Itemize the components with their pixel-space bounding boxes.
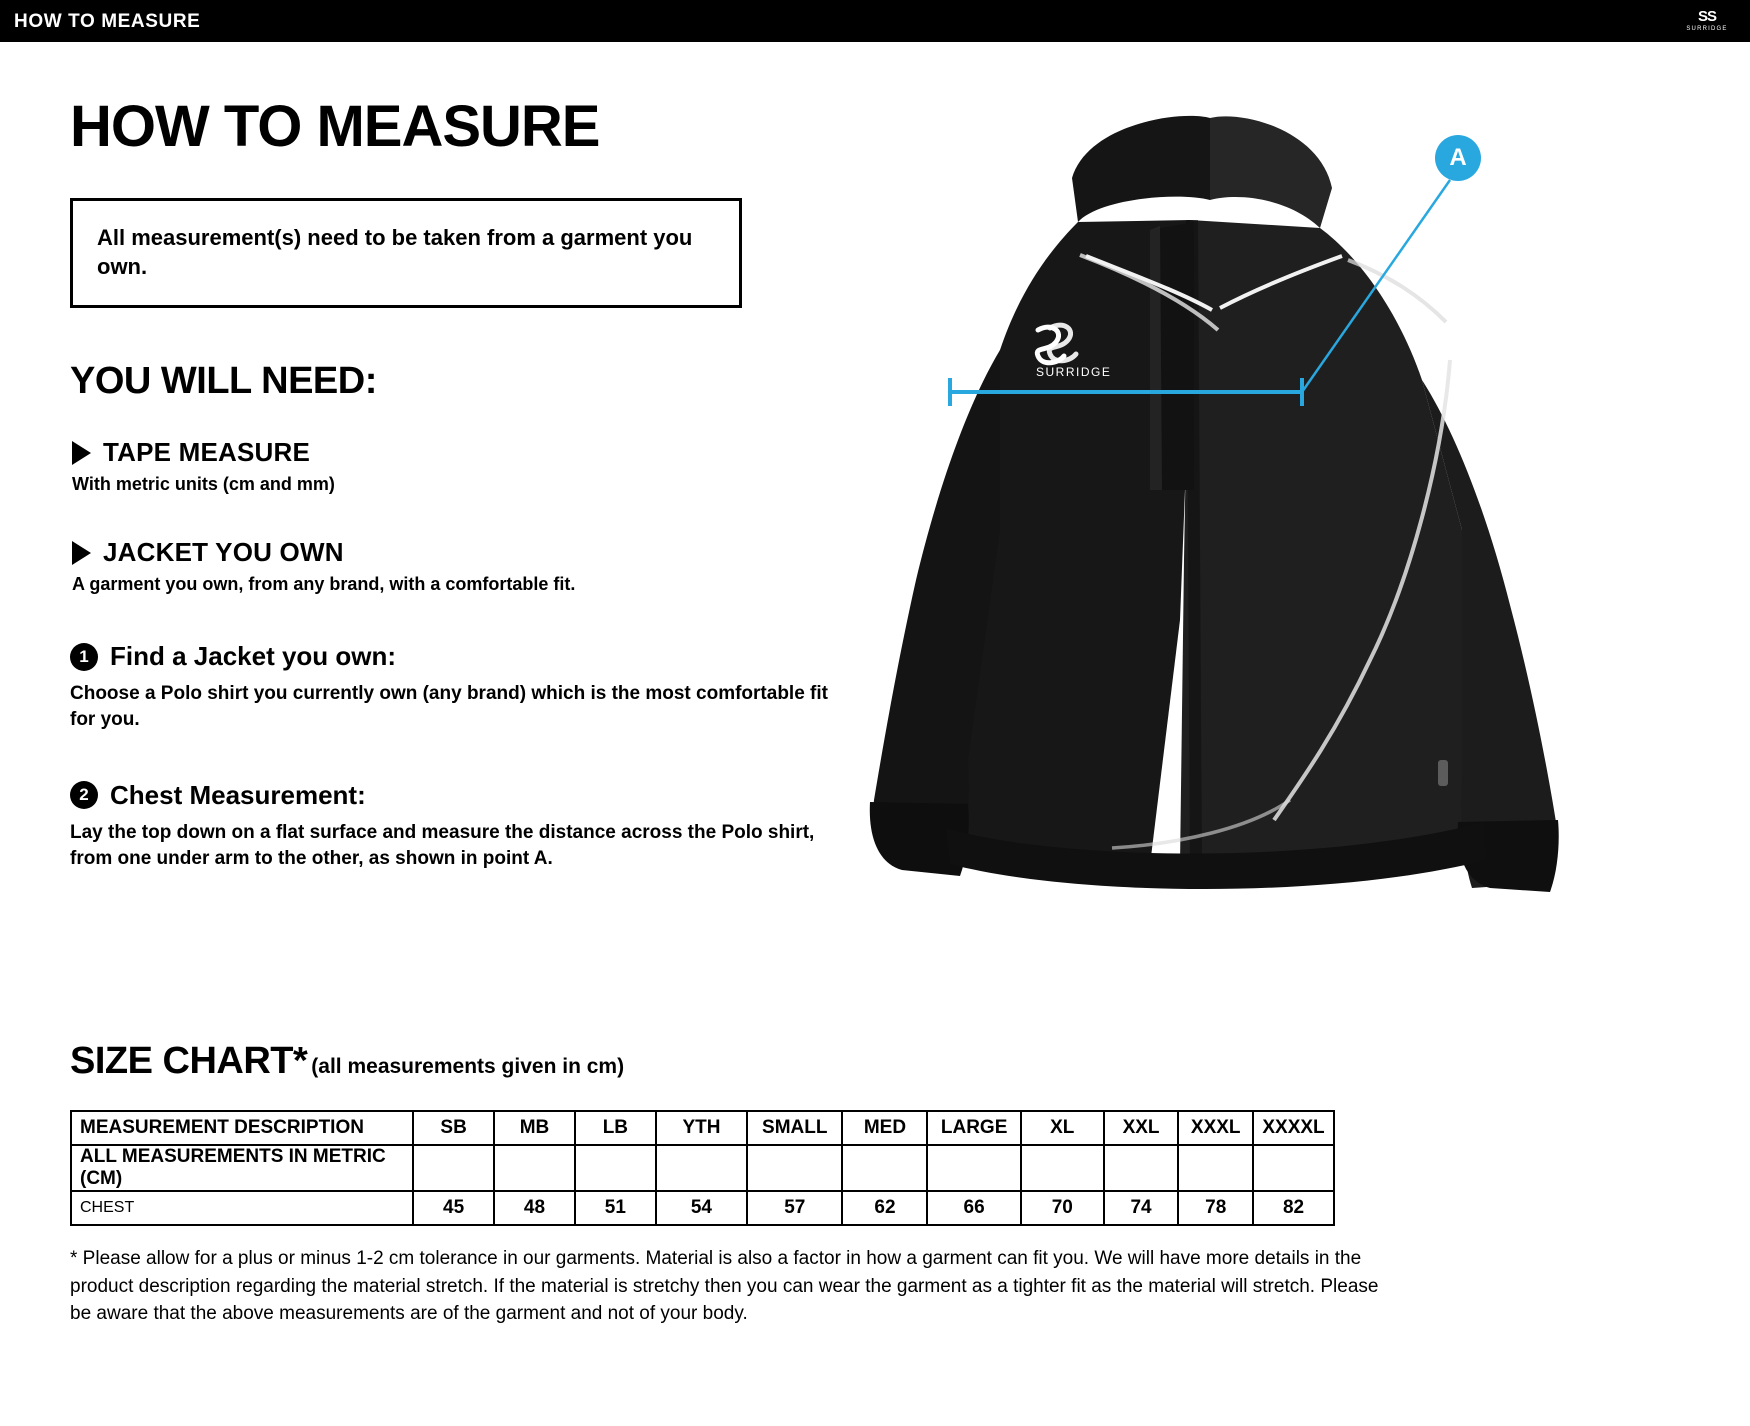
column-header: LB [575, 1111, 656, 1145]
column-header: MEASUREMENT DESCRIPTION [71, 1111, 413, 1145]
cell [1253, 1145, 1334, 1191]
size-chart-note: (all measurements given in cm) [311, 1055, 625, 1078]
column-header: XL [1021, 1111, 1104, 1145]
cell [1021, 1145, 1104, 1191]
step-body: Lay the top down on a flat surface and measure the distance across the Polo shirt, from one under arm to the other, as shown in point A. [70, 821, 815, 869]
triangle-bullet-icon [72, 441, 91, 465]
step-number-badge: 2 [70, 781, 98, 809]
column-header: XXXL [1178, 1111, 1253, 1145]
column-header: MED [842, 1111, 927, 1145]
cell: 74 [1104, 1191, 1179, 1225]
cell: 51 [575, 1191, 656, 1225]
cell: 70 [1021, 1191, 1104, 1225]
table-row [71, 1145, 1334, 1191]
need-subtitle: With metric units (cm and mm) [72, 474, 335, 495]
top-bar-title: HOW TO MEASURE [14, 11, 201, 32]
column-header: LARGE [927, 1111, 1020, 1145]
column-header: SMALL [747, 1111, 842, 1145]
callout-text: All measurement(s) need to be taken from a garment you own. [97, 225, 693, 280]
footnote-text: * Please allow for a plus or minus 1-2 cm tolerance in our garments. Material is also a factor in how a garment can fit you. We will have more details in the product description regarding the material stretch. If the material is stretchy then you can wear the garment as a tighter fit as the material will stretch. Please be aware that the above measurements are of the garment and not of your body. [70, 1248, 1379, 1325]
step-1 [70, 641, 870, 733]
instructions-column [70, 80, 870, 872]
cell [842, 1145, 927, 1191]
need-item-tape-measure [70, 437, 870, 495]
cell [747, 1145, 842, 1191]
table-header-row [71, 1111, 1334, 1145]
cell [575, 1145, 656, 1191]
column-header: YTH [656, 1111, 747, 1145]
cell: 57 [747, 1191, 842, 1225]
cell: 48 [494, 1191, 575, 1225]
triangle-bullet-icon [72, 541, 91, 565]
step-title: Find a Jacket you own: [110, 641, 397, 672]
page-title: HOW TO MEASURE [70, 94, 600, 159]
callout-marker-a: A [1435, 135, 1481, 181]
need-title: TAPE MEASURE [103, 437, 311, 468]
size-chart-table [70, 1110, 1335, 1226]
cell: 45 [413, 1191, 494, 1225]
cell [1104, 1145, 1179, 1191]
column-header: XXL [1104, 1111, 1179, 1145]
cell [1178, 1145, 1253, 1191]
cell: 66 [927, 1191, 1020, 1225]
row-label: ALL MEASUREMENTS IN METRIC (CM) [71, 1145, 413, 1191]
cell: 78 [1178, 1191, 1253, 1225]
step-number-badge: 1 [70, 643, 98, 671]
need-item-jacket [70, 537, 870, 595]
jacket-drawing [850, 60, 1730, 960]
step-body: Choose a Polo shirt you currently own (any brand) which is the most comfortable fit for you. [70, 683, 828, 731]
cell [494, 1145, 575, 1191]
cell [656, 1145, 747, 1191]
callout-box [70, 198, 742, 308]
cell: 62 [842, 1191, 927, 1225]
garment-illustration [850, 60, 1730, 960]
size-chart-heading [70, 1040, 624, 1083]
size-chart-title: SIZE CHART* [70, 1040, 308, 1082]
need-subtitle: A garment you own, from any brand, with a comfortable fit. [72, 574, 576, 595]
column-header: XXXXL [1253, 1111, 1334, 1145]
top-bar [0, 0, 1750, 42]
cell [413, 1145, 494, 1191]
cell: 54 [656, 1191, 747, 1225]
brand-name: SURRIDGE [1686, 26, 1728, 32]
step-2 [70, 780, 870, 872]
column-header: SB [413, 1111, 494, 1145]
brand-mark: SS [1697, 8, 1716, 25]
row-label: CHEST [71, 1191, 413, 1225]
svg-text:SURRIDGE: SURRIDGE [1036, 365, 1112, 379]
table-row [71, 1191, 1334, 1225]
cell: 82 [1253, 1191, 1334, 1225]
brand-logo [1664, 0, 1750, 42]
cell [927, 1145, 1020, 1191]
need-title: JACKET YOU OWN [103, 537, 344, 568]
you-will-need-title: YOU WILL NEED: [70, 360, 377, 403]
step-title: Chest Measurement: [110, 779, 366, 810]
column-header: MB [494, 1111, 575, 1145]
